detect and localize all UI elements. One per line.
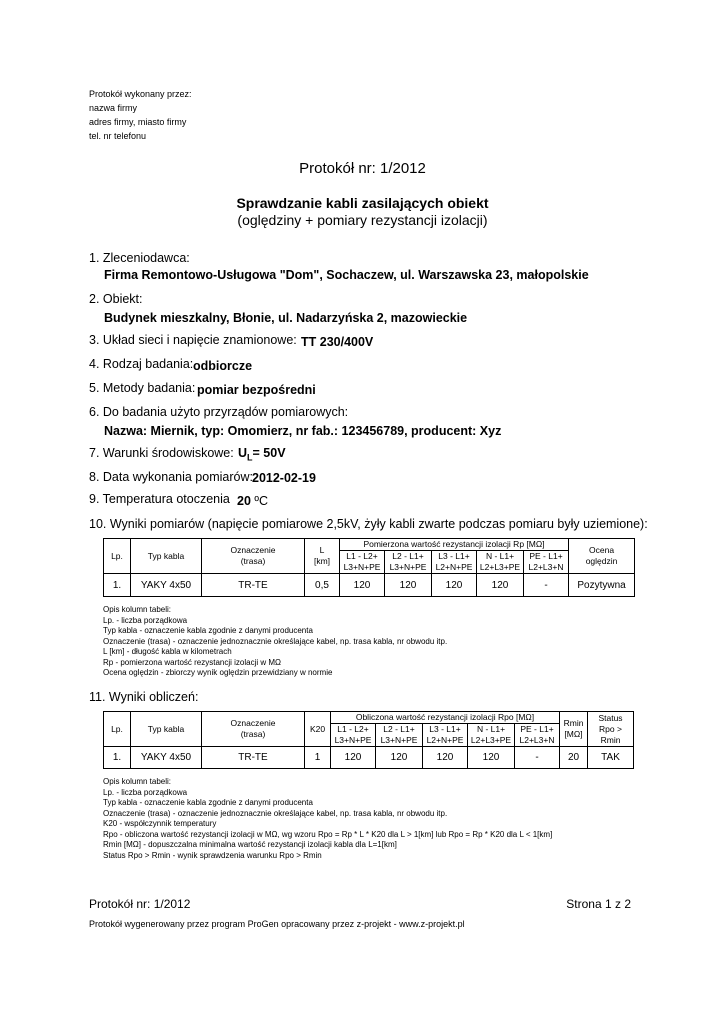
cell-lp: 1. [104,747,131,769]
section-object-value: Budynek mieszkalny, Błonie, ul. Nadarzyńska 2, mazowieckie [104,311,468,325]
col-header-k20: K20 [305,712,331,747]
col-header-lp: Lp. [104,712,131,747]
note-line: Rmin [MΩ] - dopuszczalna minimalna wartość rezystancji izolacji kabla dla L=1[km] [103,840,397,849]
note-line: Oznaczenie (trasa) - oznaczenie jednoznacznie określające kabel, np. trasa kabla, nr obwodu itp. [103,636,448,646]
note-line: Status Rpo > Rmin - wynik sprawdzenia warunku Rpo > Rmin [103,850,322,860]
note-line: Ocena oględzin - zbiorczy wynik oględzin przewidziany w normie [103,668,333,677]
note-line: Oznaczenie (trasa) - oznaczenie jednoznacznie określające kabel, np. trasa kabla, nr obwodu itp. [103,808,448,818]
section-temperature-value [237,494,268,508]
company-header [89,87,192,143]
section-client-value: Firma Remontowo-Usługowa "Dom", Sochaczew, ul. Warszawska 23, małopolskie [104,268,589,282]
cell-lp: 1. [104,574,131,597]
note-line: Lp. - liczba porządkowa [103,787,188,797]
section-date-value: 2012-02-19 [252,471,316,485]
table1-notes [103,605,447,679]
cell-l2: 120 [376,747,423,769]
header-company-address: adres firmy, miasto firmy [89,117,187,127]
cell-designation: TR-TE [202,574,305,597]
section-instruments-label: 6. Do badania użyto przyrządów pomiarowych: [89,405,349,419]
section-test-type-value: odbiorcze [193,359,253,373]
col-header-status: Status Rpo > Rmin [588,712,634,747]
cell-cable-type: YAKY 4x50 [131,747,202,769]
header-company-name: nazwa firmy [89,103,138,113]
col-header-l1: L1 - L2+ L3+N+PE [331,724,376,747]
document-subheading: (oględziny + pomiary rezystancji izolacji) [237,212,488,228]
voltage-value: = 50V [252,446,286,460]
section-instruments-value: Nazwa: Miernik, typ: Omomierz, nr fab.: 123456789, producent: Xyz [104,424,502,438]
header-company-phone: tel. nr telefonu [89,131,147,141]
col-header-l1: L1 - L2+ L3+N+PE [340,551,385,574]
cell-pe: - [515,747,560,769]
col-header-cable-type: Typ kabla [131,539,202,574]
calculation-table [103,711,634,769]
temperature-number: 20 [237,494,251,508]
cell-n: 120 [477,574,524,597]
section-network-label: 3. Układ sieci i napięcie znamionowe: [89,333,297,347]
col-header-n: N - L1+ L2+L3+PE [477,551,524,574]
note-line: Opis kolumn tabeli: [103,605,172,614]
measurement-table [103,538,635,597]
col-header-rmin: Rmin [MΩ] [560,712,588,747]
note-line: Typ kabla - oznaczenie kabla zgodnie z danymi producenta [103,798,313,807]
note-line: Typ kabla - oznaczenie kabla zgodnie z danymi producenta [103,626,313,635]
cell-designation: TR-TE [202,747,305,769]
table-header-row [104,712,634,724]
footer-protocol-number: Protokół nr: 1/2012 [89,897,191,911]
cell-l1: 120 [331,747,376,769]
col-header-lp: Lp. [104,539,131,574]
col-header-cable-type: Typ kabla [131,712,202,747]
cell-assessment: Pozytywna [569,574,635,597]
section-calculations-label: 11. Wyniki obliczeń: [89,690,199,704]
col-header-group-rpo: Obliczona wartość rezystancji izolacji Rpo [MΩ] [331,712,560,724]
note-line: L [km] - długość kabla w kilometrach [103,647,232,656]
section-conditions-label: 7. Warunki środowiskowe: [89,446,234,460]
note-line: K20 - współczynnik temperatury [103,819,217,828]
section-network-value: TT 230/400V [301,335,374,349]
section-object-label: 2. Obiekt: [89,292,143,306]
table-row [104,574,635,597]
protocol-title: Protokół nr: 1/2012 [299,160,426,177]
note-line: Lp. - liczba porządkowa [103,615,188,625]
col-header-designation: Oznaczenie (trasa) [202,712,305,747]
header-line: Protokół wykonany przez: [89,89,192,99]
table-header-row [104,539,635,551]
note-line: Rp - pomierzona wartość rezystancji izolacji w MΩ [103,657,282,667]
cell-pe: - [524,574,569,597]
col-header-l2: L2 - L1+ L3+N+PE [385,551,432,574]
footer-generator-note: Protokół wygenerowany przez program ProGen opracowany przez z-projekt - www.z-projekt.pl [89,919,465,929]
col-header-l3: L3 - L1+ L2+N+PE [432,551,477,574]
cell-length: 0,5 [305,574,340,597]
cell-l3: 120 [432,574,477,597]
cell-cable-type: YAKY 4x50 [131,574,202,597]
col-header-length: L [km] [305,539,340,574]
col-header-assessment: Ocena oględzin [569,539,635,574]
document-heading: Sprawdzanie kabli zasilających obiekt [236,195,489,211]
section-temperature-label: 9. Temperatura otoczenia [89,492,230,506]
cell-l1: 120 [340,574,385,597]
col-header-group-rp: Pomierzona wartość rezystancji izolacji Rp [MΩ] [340,539,569,551]
temperature-unit: ºC [254,494,268,508]
section-date-label: 8. Data wykonania pomiarów: [89,470,253,484]
note-line: Opis kolumn tabeli: [103,777,172,786]
note-line: Rpo - obliczona wartość rezystancji izolacji w MΩ, wg wzoru Rpo = Rp * L * K20 dla L > 1[km] lub Rpo = Rp * K20 dla L < 1[km] [103,829,553,839]
voltage-subscript: L [247,452,253,463]
section-conditions-value [238,446,286,463]
cell-status: TAK [588,747,634,769]
cell-l3: 120 [423,747,468,769]
col-header-pe: PE - L1+ L2+L3+N [524,551,569,574]
cell-l2: 120 [385,574,432,597]
col-header-n: N - L1+ L2+L3+PE [468,724,515,747]
cell-k20: 1 [305,747,331,769]
cell-rmin: 20 [560,747,588,769]
col-header-l3: L3 - L1+ L2+N+PE [423,724,468,747]
cell-n: 120 [468,747,515,769]
section-method-value: pomiar bezpośredni [197,383,316,397]
footer-page-number: Strona 1 z 2 [566,897,631,911]
table2-notes [103,777,552,861]
col-header-l2: L2 - L1+ L3+N+PE [376,724,423,747]
section-results-label: 10. Wyniki pomiarów (napięcie pomiarowe 2,5kV, żyły kabli zwarte podczas pomiaru były uziemione): [89,517,648,531]
col-header-pe: PE - L1+ L2+L3+N [515,724,560,747]
voltage-symbol: U [238,446,248,460]
col-header-designation: Oznaczenie (trasa) [202,539,305,574]
table-row [104,747,634,769]
section-test-type-label: 4. Rodzaj badania: [89,357,194,371]
section-method-label: 5. Metody badania: [89,381,196,395]
section-client-label: 1. Zleceniodawca: [89,251,190,265]
